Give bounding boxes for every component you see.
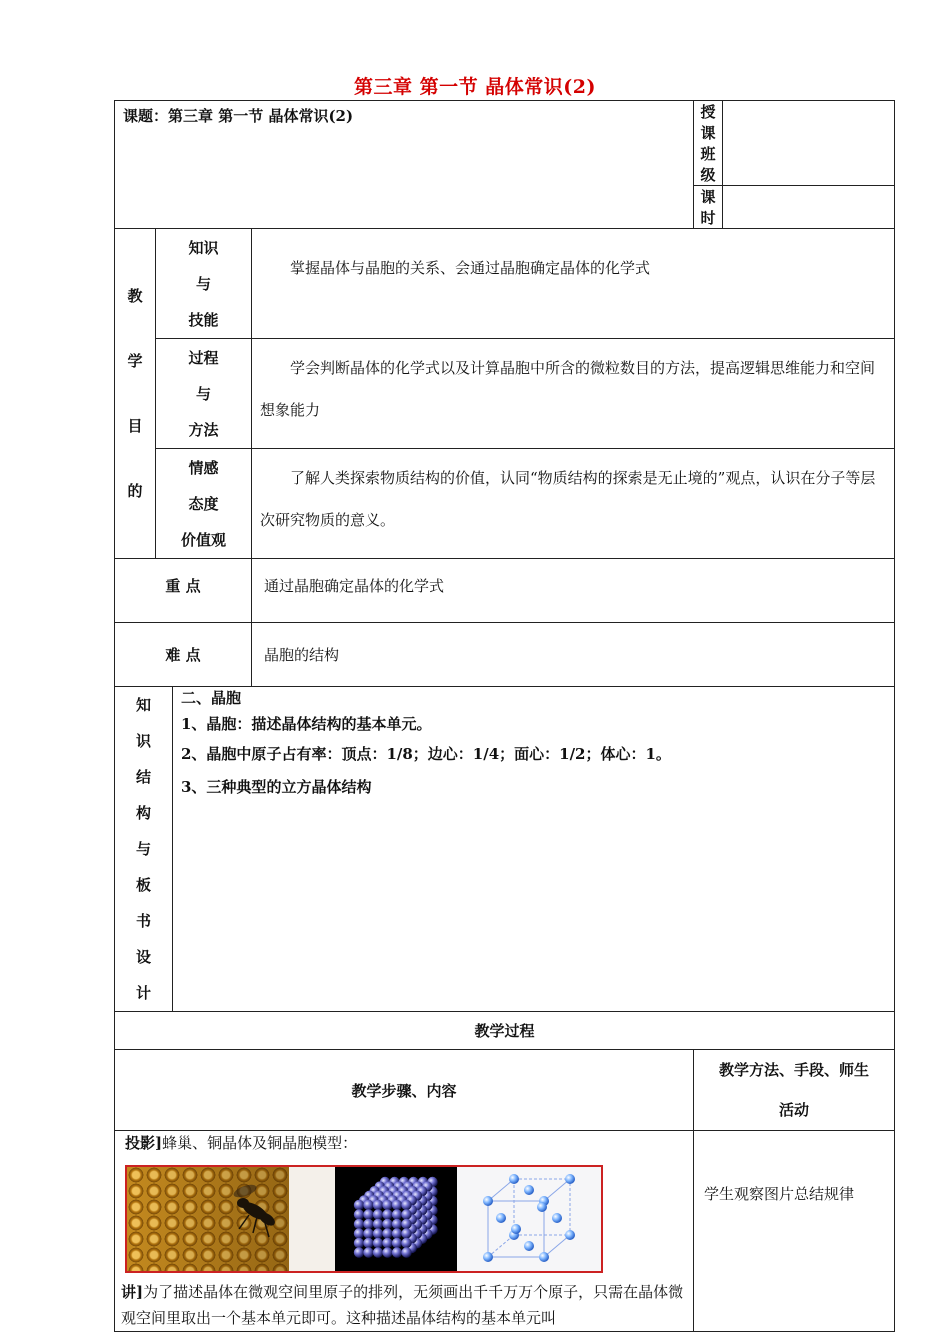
objective-label-process: 过程 与 方法: [156, 339, 252, 449]
lecture-tag: 讲]: [121, 1283, 144, 1301]
bee-icon: [127, 1167, 289, 1271]
methods-content: [694, 1131, 895, 1332]
objective-label-emotion: 情感 态度 价值观: [156, 449, 252, 559]
key-point-text: 通过晶胞确定晶体的化学式: [252, 559, 895, 623]
copper-crystal-image: [335, 1167, 457, 1271]
knowledge-label: 知 识 结 构 与 板 书 设 计: [115, 687, 173, 1012]
objectives-label: 教 学 目 的: [115, 229, 156, 559]
objective-text-knowledge: 掌握晶体与晶胞的关系、会通过晶胞确定晶体的化学式: [252, 229, 895, 339]
difficulty-label: 难 点: [115, 623, 252, 687]
objective-text-emotion: 了解人类探索物质结构的价值，认同“物质结构的探索是无止境的”观点，认识在分子等层次研究物质的意义。: [252, 449, 895, 559]
lecture-paragraph: [115, 1279, 693, 1331]
honeycomb-image: [127, 1167, 289, 1271]
process-heading: 教学过程: [115, 1012, 895, 1050]
objective-text-process: 学会判断晶体的化学式以及计算晶胞中所含的微粒数目的方法，提高逻辑思维能力和空间想象能力: [252, 339, 895, 449]
topic-cell: [115, 101, 694, 229]
method-note: 学生观察图片总结规律: [704, 1185, 855, 1203]
projection-tag: 投影]: [125, 1134, 163, 1152]
steps-content: [115, 1131, 694, 1332]
hours-value-cell: [723, 186, 895, 229]
page-title: 第三章 第一节 晶体常识(2): [354, 76, 596, 98]
hours-label-cell: 课 时: [694, 186, 723, 229]
col-methods-header: 教学方法、手段、师生 活动: [694, 1050, 895, 1131]
lecture-text: 为了描述晶体在微观空间里原子的排列，无须画出千千万万个原子，只需在晶体微观空间里取出一个基本单元即可。这种描述晶体结构的基本单元叫: [121, 1283, 684, 1327]
objective-label-knowledge: 知识 与 技能: [156, 229, 252, 339]
lesson-plan-table: [114, 100, 895, 1332]
topic-label: 课题：第三章 第一节 晶体常识(2): [123, 107, 354, 125]
image-gap: [289, 1167, 335, 1271]
difficulty-text: 晶胞的结构: [252, 623, 895, 687]
crystal-figure: [125, 1165, 603, 1273]
class-label-cell: 授课班级: [694, 101, 723, 186]
class-value-cell: [723, 101, 895, 186]
knowledge-content: 二、晶胞 1、晶胞：描述晶体结构的基本单元。 2、晶胞中原子占有率：顶点：1/8；边心：1/4；面心：1/2；体心：1。 3、三种典型的立方晶体结构: [173, 687, 895, 1012]
key-point-label: 重 点: [115, 559, 252, 623]
projection-text: 蜂巢、铜晶体及铜晶胞模型：: [162, 1134, 358, 1152]
unit-cell-image: [457, 1167, 601, 1271]
col-steps-header: 教学步骤、内容: [115, 1050, 694, 1131]
